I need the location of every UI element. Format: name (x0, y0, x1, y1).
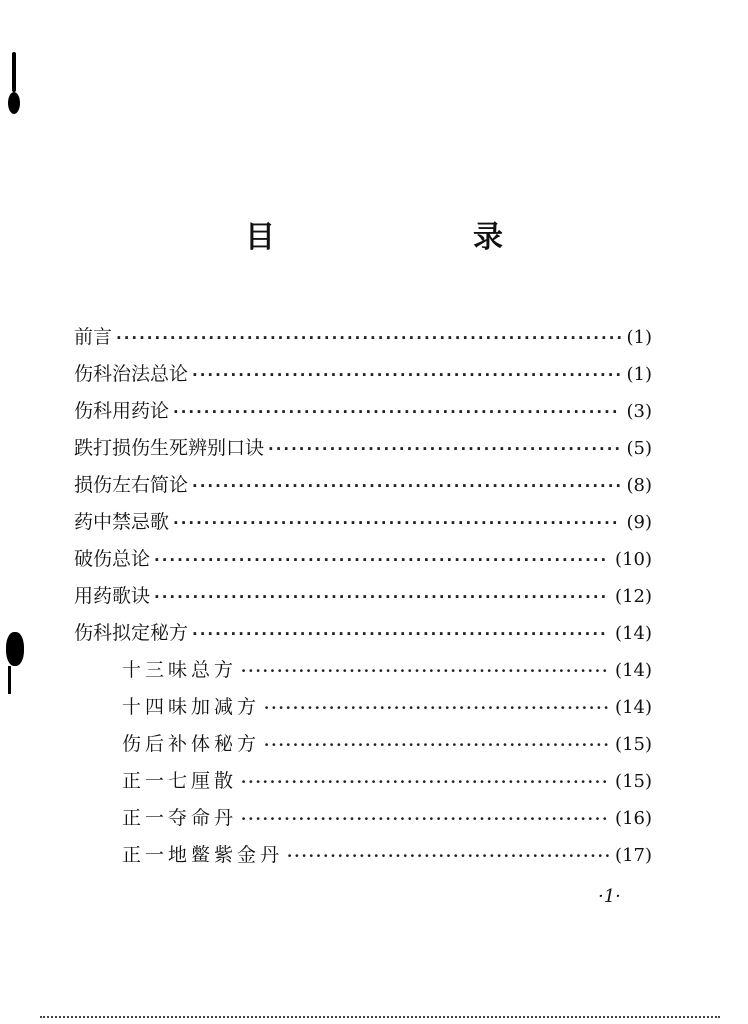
toc-leader-dots (173, 514, 620, 532)
toc-entry-page: (14) (615, 623, 652, 644)
toc-entry-label: 伤科用药论 (74, 400, 170, 422)
toc-entry-label: 十四味加减方 (122, 696, 261, 718)
scan-mark-top (8, 92, 20, 114)
scan-mark-top-2 (12, 52, 16, 92)
toc-entry (74, 322, 652, 359)
toc-entry (74, 544, 652, 581)
toc-entry-label: 伤科拟定秘方 (74, 622, 189, 644)
toc-entry (74, 766, 652, 803)
toc-entry-page: (15) (615, 734, 652, 755)
toc-entry-page: (14) (615, 697, 652, 718)
toc-entry-label: 伤后补体秘方 (122, 733, 261, 755)
toc-entry (74, 359, 652, 396)
toc-entry (74, 692, 652, 729)
toc-entry (74, 618, 652, 655)
toc-leader-dots (264, 736, 609, 754)
toc-entry-label: 损伤左右简论 (74, 474, 189, 496)
toc-entry (74, 581, 652, 618)
scan-bottom-edge (40, 1016, 720, 1020)
table-of-contents (74, 322, 652, 877)
toc-entry-label: 用药歌诀 (74, 585, 151, 607)
toc-entry-page: (8) (626, 475, 652, 496)
toc-entry (74, 729, 652, 766)
toc-entry-label: 跌打损伤生死辨别口诀 (74, 437, 265, 459)
page-number: ·1· (598, 886, 621, 907)
toc-entry-page: (17) (615, 845, 652, 866)
toc-entry-page: (12) (615, 586, 652, 607)
toc-entry-label: 破伤总论 (74, 548, 151, 570)
toc-entry (74, 655, 652, 692)
toc-entry-page: (3) (626, 401, 652, 422)
toc-leader-dots (116, 329, 620, 347)
toc-entry-page: (14) (615, 660, 652, 681)
page-title: 目 录 (245, 220, 587, 255)
toc-leader-dots (192, 625, 609, 643)
toc-leader-dots (192, 366, 620, 384)
toc-entry-label: 正一七厘散 (122, 770, 238, 792)
scan-mark-middle-2 (8, 666, 11, 694)
toc-leader-dots (241, 773, 609, 791)
toc-leader-dots (173, 403, 620, 421)
toc-entry-label: 伤科治法总论 (74, 363, 189, 385)
toc-entry-page: (16) (615, 808, 652, 829)
toc-entry-label: 正一夺命丹 (122, 807, 238, 829)
toc-entry-label: 十三味总方 (122, 659, 238, 681)
toc-entry (74, 803, 652, 840)
toc-entry-page: (5) (626, 438, 652, 459)
toc-leader-dots (154, 551, 609, 569)
toc-leader-dots (287, 847, 609, 865)
toc-entry-page: (10) (615, 549, 652, 570)
toc-leader-dots (154, 588, 609, 606)
scan-mark-middle (6, 632, 24, 666)
toc-entry (74, 433, 652, 470)
toc-entry-label: 正一地鳖紫金丹 (122, 844, 284, 866)
toc-entry-label: 药中禁忌歌 (74, 511, 170, 533)
toc-leader-dots (268, 440, 620, 458)
toc-entry-label: 前言 (74, 326, 113, 348)
toc-entry (74, 470, 652, 507)
toc-entry-page: (1) (626, 327, 652, 348)
toc-leader-dots (192, 477, 620, 495)
toc-entry (74, 396, 652, 433)
toc-entry (74, 507, 652, 544)
toc-entry-page: (9) (626, 512, 652, 533)
toc-entry-page: (1) (626, 364, 652, 385)
toc-leader-dots (241, 662, 609, 680)
toc-leader-dots (241, 810, 609, 828)
toc-leader-dots (264, 699, 609, 717)
toc-entry-page: (15) (615, 771, 652, 792)
toc-entry (74, 840, 652, 877)
